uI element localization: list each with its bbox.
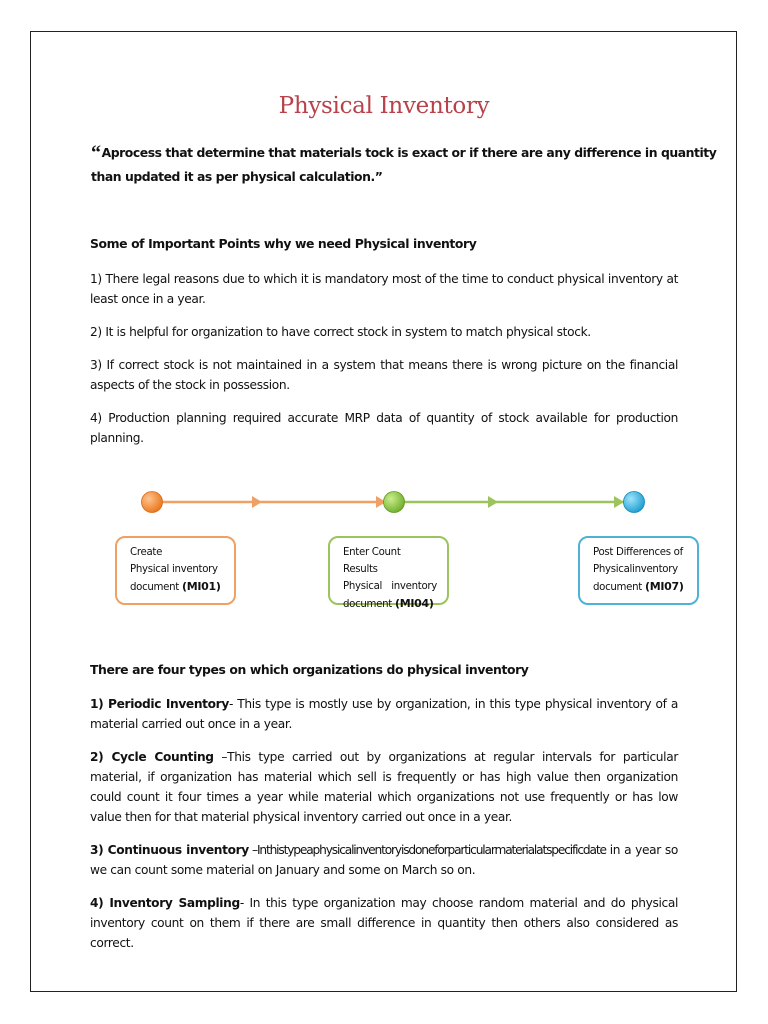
point-item: 4) Production planning required accurate MRP data of quantity of stock available for production planning. <box>90 411 678 445</box>
type-label: 4) Inventory Sampling <box>90 896 240 910</box>
step-line: Physical <box>343 581 383 592</box>
type-text: - This type is mostly use by organization, in this type physical inventory of a material carried out once in a year. <box>90 697 679 731</box>
type-text: in a year so we can count some material on January and some on March so on. <box>90 843 678 877</box>
step-node-1 <box>142 492 163 513</box>
type-label: 1) Periodic Inventory <box>90 697 229 711</box>
types-heading: There are four types on which organizations do physical inventory <box>90 662 529 677</box>
type-label: 2) Cycle Counting <box>90 750 214 764</box>
step-box-create <box>115 536 236 605</box>
step-line: document <box>343 599 393 610</box>
quote-text: Aprocess that determine that materials tock is exact or if there are any difference in quantity than updated it as per physical calculation.” <box>91 145 717 184</box>
page-title: Physical Inventory <box>278 93 490 119</box>
transaction-code: (MI04) <box>394 597 434 610</box>
step-box-enter-count <box>328 536 449 610</box>
type-item <box>90 694 678 734</box>
step-node-2 <box>384 492 405 513</box>
step-line: inventory <box>391 581 437 592</box>
step-line: Create <box>130 547 163 558</box>
point-item: 2) It is helpful for organization to have correct stock in system to match physical stock. <box>90 325 591 339</box>
step-line: document <box>130 582 180 593</box>
quote-mark: “ <box>91 142 101 164</box>
type-text: –This type carried out by organizations at regular intervals for particular material, if organization has material which sell is frequently or has high value then organization could count it four times a year while material which organizations not use frequently or has low value then for that material physical inventory carried out once in a year. <box>90 750 678 824</box>
transaction-code: (MI07) <box>644 580 684 593</box>
step-line: Physicalinventory <box>593 564 678 575</box>
type-item <box>90 747 678 827</box>
step-line: document <box>593 582 643 593</box>
step-line: Post Differences of <box>593 547 683 558</box>
points-heading: Some of Important Points why we need Physical inventory <box>90 236 477 251</box>
type-text: –Inthistypeaphysicalinventoryisdoneforparticularmaterialatspecificdate <box>248 843 606 857</box>
type-text: - In this type organization may choose random material and do physical inventory count on them if there are small difference in quantity then others also considered as correct. <box>90 896 678 950</box>
step-box-post-differences <box>578 536 699 605</box>
step-line: Enter Count Results <box>343 547 401 575</box>
point-item: 3) If correct stock is not maintained in a system that means there is wrong picture on the financial aspects of the stock in possession. <box>90 358 678 392</box>
step-node-3 <box>624 492 645 513</box>
type-item <box>90 893 678 953</box>
type-label: 3) Continuous inventory <box>90 843 249 857</box>
type-item <box>90 840 678 880</box>
definition-quote <box>91 141 731 189</box>
point-item: 1) There legal reasons due to which it is mandatory most of the time to conduct physical inventory at least once in a year. <box>90 272 678 306</box>
step-line: Physical inventory <box>130 564 218 575</box>
transaction-code: (MI01) <box>181 580 221 593</box>
